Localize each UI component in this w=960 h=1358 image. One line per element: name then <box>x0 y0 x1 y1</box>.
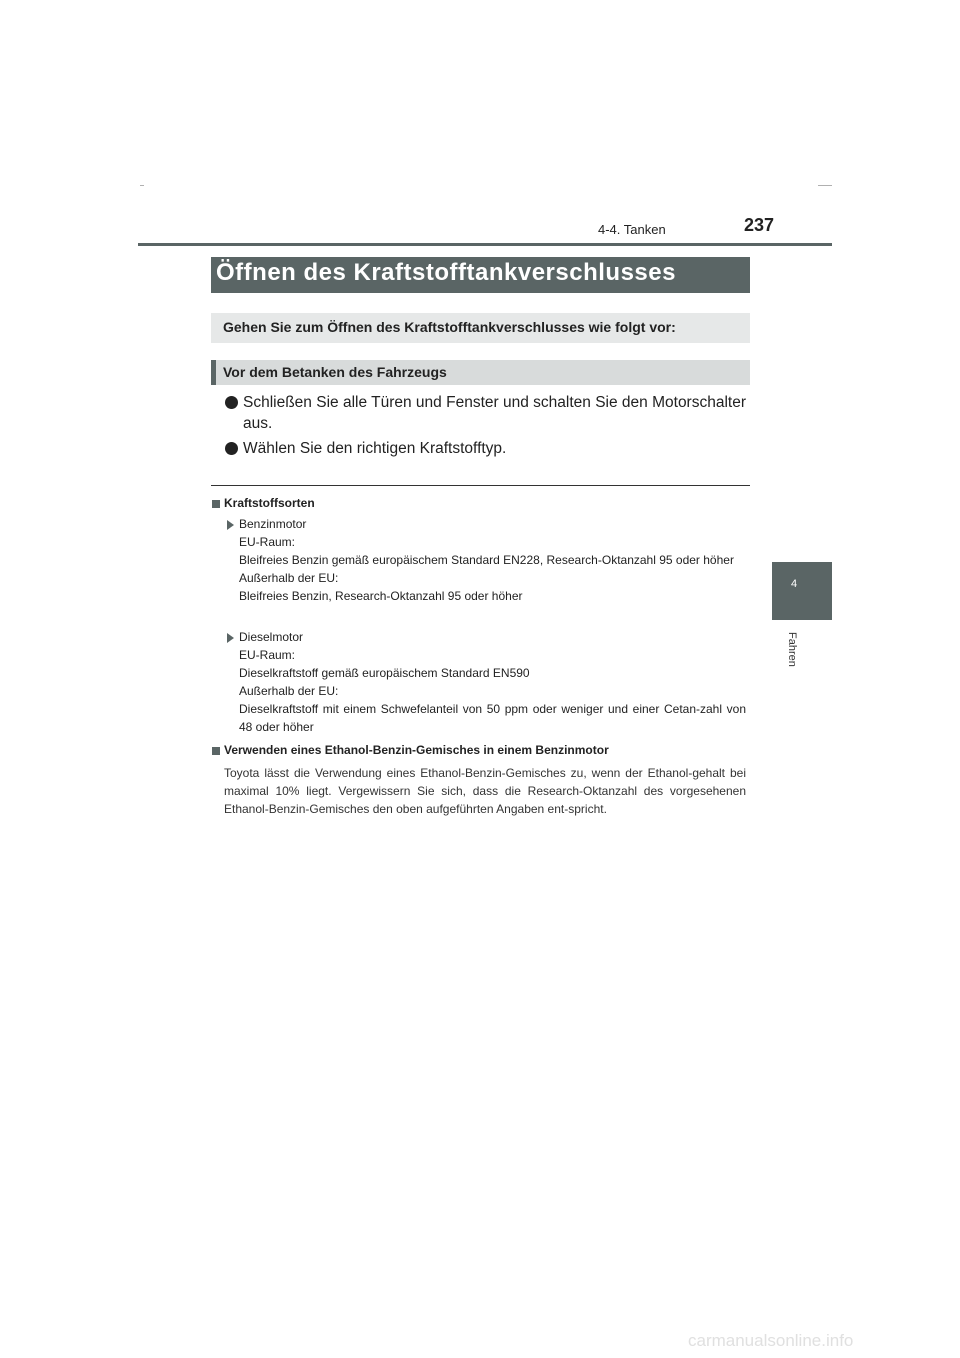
ethanol-paragraph: Toyota lässt die Verwendung eines Ethanol-Benzin-Gemisches zu, wenn der Ethanol-gehalt bei maximal 10% liegt. Vergewissern Sie sich, dass die Research-Oktanzahl des vorgesehenen Ethanol-Benzin-Gemisches den oben aufgeführten Angaben ent-spricht. <box>224 766 746 816</box>
triangle-bullet-icon <box>227 520 234 530</box>
bullet-icon <box>225 396 238 409</box>
chapter-tab[interactable] <box>772 562 832 620</box>
diesel-eu-text: Dieselkraftstoff gemäß europäischem Standard EN590 <box>239 666 530 680</box>
subsection-heading: Vor dem Betanken des Fahrzeugs <box>223 364 447 380</box>
chapter-label: Fahren <box>786 632 798 667</box>
subsection-accent <box>211 360 216 385</box>
diesel-non-eu-label: Außerhalb der EU: <box>239 684 339 698</box>
page-number: 237 <box>744 215 775 235</box>
page-title: Öffnen des Kraftstofftankverschlusses <box>216 259 676 286</box>
square-bullet-icon <box>212 500 220 508</box>
section-reference: 4-4. Tanken <box>598 222 666 237</box>
triangle-bullet-icon <box>227 633 234 643</box>
intro-text: Gehen Sie zum Öffnen des Kraftstofftankverschlusses wie folgt vor: <box>223 319 676 335</box>
petrol-eu-text: Bleifreies Benzin gemäß europäischem Standard EN228, Research-Oktanzahl 95 oder höher <box>239 553 734 567</box>
diesel-non-eu-text: Dieselkraftstoff mit einem Schwefelanteil von 50 ppm oder weniger und einer Cetan-zahl von 48 oder höher <box>239 702 746 734</box>
header-rule <box>138 243 832 246</box>
bullet-item: Wählen Sie den richtigen Kraftstofftyp. <box>243 440 507 457</box>
crop-mark-left <box>140 185 144 186</box>
chapter-number: 4 <box>791 578 798 590</box>
diesel-label: Dieselmotor <box>239 630 304 644</box>
petrol-engine-block <box>239 515 746 605</box>
crop-mark-right <box>818 185 832 186</box>
petrol-label: Benzinmotor <box>239 517 307 531</box>
diesel-eu-label: EU-Raum: <box>239 648 296 662</box>
note-heading-ethanol: Verwenden eines Ethanol-Benzin-Gemisches in einem Benzinmotor <box>224 743 609 757</box>
section-divider <box>211 485 750 486</box>
bullet-item: Schließen Sie alle Türen und Fenster und schalten Sie den Motorschalter aus. <box>243 394 746 432</box>
note-heading-fuel-types: Kraftstoffsorten <box>224 496 315 510</box>
petrol-non-eu-label: Außerhalb der EU: <box>239 571 339 585</box>
petrol-eu-label: EU-Raum: <box>239 535 296 549</box>
watermark: carmanualsonline.info <box>688 1331 854 1350</box>
diesel-engine-block <box>239 628 746 736</box>
petrol-non-eu-text: Bleifreies Benzin, Research-Oktanzahl 95 oder höher <box>239 589 523 603</box>
square-bullet-icon <box>212 747 220 755</box>
bullet-icon <box>225 442 238 455</box>
